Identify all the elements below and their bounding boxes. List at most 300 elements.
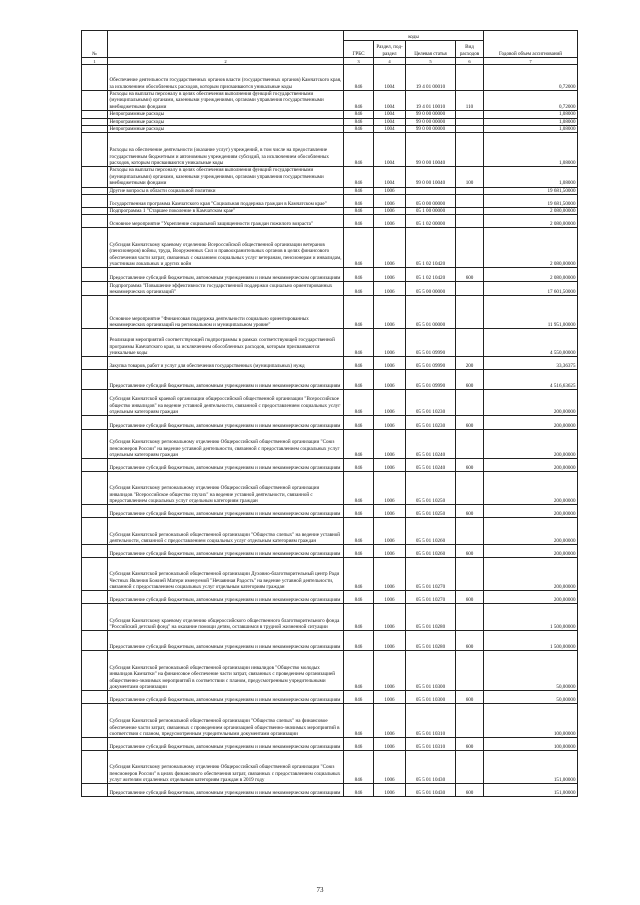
row-amount: 4 550,00000 (484, 329, 578, 357)
row-grbs: 846 (344, 691, 374, 704)
row-number (82, 545, 108, 558)
row-target: 05 5 01 09990 (406, 329, 456, 357)
table-row (82, 518, 578, 545)
row-name: Предоставление субсидий бюджетным, автономным учреждениям и иным некоммерческим организациям (108, 416, 344, 430)
row-grbs: 846 (344, 370, 374, 390)
table-row (82, 329, 578, 357)
row-razdel: 1004 (374, 126, 406, 133)
col-index: 3 (344, 58, 374, 65)
row-number (82, 329, 108, 357)
row-grbs: 846 (344, 751, 374, 784)
row-razdel: 1006 (374, 604, 406, 631)
row-number (82, 472, 108, 505)
row-razdel: 1006 (374, 370, 406, 390)
row-name: Подпрограмма "Повышение эффективности государственной поддержки социально ориентированных некоммерческих организаций" (108, 282, 344, 296)
row-razdel: 1006 (374, 215, 406, 228)
table-row (82, 738, 578, 751)
table-row (82, 370, 578, 390)
row-razdel: 1006 (374, 208, 406, 215)
row-amount: 100,00000 (484, 704, 578, 738)
row-vid (456, 704, 484, 738)
row-grbs: 846 (344, 738, 374, 751)
row-grbs: 846 (344, 268, 374, 282)
row-target: 99 0 00 10040 (406, 133, 456, 167)
row-amount: 50,00000 (484, 651, 578, 691)
row-grbs: 846 (344, 91, 374, 111)
row-grbs: 846 (344, 167, 374, 187)
row-number (82, 738, 108, 751)
row-target: 05 5 01 10280 (406, 604, 456, 631)
row-name: Реализация мероприятий соответствующей подпрограммы в рамках соответствующей государственной программы Камчатского края, за исключением обособленных расходов, которым присваиваются уникальные коды (108, 329, 344, 357)
col-target-header: Целевая статья (406, 41, 456, 58)
row-amount: 200,00000 (484, 545, 578, 558)
row-number (82, 751, 108, 784)
row-amount: 33,36375 (484, 357, 578, 370)
row-vid (456, 390, 484, 416)
row-target: 05 5 01 10240 (406, 459, 456, 472)
table-row (82, 751, 578, 784)
row-razdel: 1004 (374, 133, 406, 167)
row-vid: 100 (456, 167, 484, 187)
row-vid: 600 (456, 459, 484, 472)
row-amount: 200,00000 (484, 416, 578, 430)
row-vid (456, 195, 484, 208)
row-grbs: 846 (344, 111, 374, 118)
row-number (82, 65, 108, 91)
row-number (82, 215, 108, 228)
row-amount: 200,00000 (484, 518, 578, 545)
row-number (82, 390, 108, 416)
row-grbs: 846 (344, 195, 374, 208)
row-target: 05 5 01 10430 (406, 751, 456, 784)
table-row (82, 133, 578, 167)
row-vid (456, 430, 484, 459)
row-amount: 17 601,50000 (484, 282, 578, 296)
row-target: 05 5 00 00000 (406, 282, 456, 296)
row-target: 05 1 00 00000 (406, 208, 456, 215)
row-grbs: 846 (344, 416, 374, 430)
row-number (82, 357, 108, 370)
table-row (82, 111, 578, 118)
row-amount: 1,08000 (484, 118, 578, 125)
row-amount: 1,08000 (484, 167, 578, 187)
row-name: Основное мероприятие "Укрепление социальной защищенности граждан пожилого возраста" (108, 215, 344, 228)
row-razdel: 1006 (374, 296, 406, 329)
row-vid (456, 187, 484, 194)
row-vid: 600 (456, 691, 484, 704)
header-row-top (82, 31, 578, 41)
col-index: 4 (374, 58, 406, 65)
table-row (82, 228, 578, 268)
row-vid (456, 208, 484, 215)
row-target: 05 5 01 10250 (406, 472, 456, 505)
row-target: 99 0 00 00000 (406, 126, 456, 133)
col-grbs-header: ГРБС (344, 41, 374, 58)
row-grbs: 846 (344, 591, 374, 604)
row-name: Непрограммные расходы (108, 111, 344, 118)
row-vid: 600 (456, 545, 484, 558)
row-razdel: 1006 (374, 195, 406, 208)
row-razdel: 1006 (374, 472, 406, 505)
table-row (82, 704, 578, 738)
row-grbs: 846 (344, 187, 374, 194)
row-target: 05 5 01 10240 (406, 430, 456, 459)
row-vid (456, 111, 484, 118)
row-amount: 19 681,50000 (484, 195, 578, 208)
row-name: Предоставление субсидий бюджетным, автономным учреждениям и иным некоммерческим организациям (108, 784, 344, 797)
row-number (82, 430, 108, 459)
row-grbs: 846 (344, 329, 374, 357)
row-vid: 600 (456, 591, 484, 604)
row-name: Предоставление субсидий бюджетным, автономным учреждениям и иным некоммерческим организациям (108, 738, 344, 751)
row-target: 05 5 01 10430 (406, 784, 456, 797)
table-row (82, 545, 578, 558)
row-razdel: 1006 (374, 558, 406, 591)
row-name: Непрограммные расходы (108, 118, 344, 125)
row-name: Подпрограмма 1 "Старшее поколение в Камчатском крае" (108, 208, 344, 215)
table-row (82, 631, 578, 651)
row-grbs: 846 (344, 228, 374, 268)
row-name: Непрограммные расходы (108, 126, 344, 133)
row-number (82, 208, 108, 215)
col-no-header: № (82, 31, 108, 58)
row-target: 05 5 01 10300 (406, 691, 456, 704)
row-vid (456, 118, 484, 125)
row-vid: 600 (456, 505, 484, 518)
table-row (82, 691, 578, 704)
row-name: Основное мероприятие "Финансовая поддержка деятельности социально ориентированных некоммерческих организаций на региональном и муниципальном уровне" (108, 296, 344, 329)
row-amount: 1 500,00000 (484, 631, 578, 651)
table-row (82, 187, 578, 194)
row-razdel: 1004 (374, 65, 406, 91)
row-vid: 110 (456, 91, 484, 111)
row-amount: 19 681,50000 (484, 187, 578, 194)
row-razdel: 1006 (374, 631, 406, 651)
row-name: Обеспечение деятельности государственных органов власти (государственных органов) Камчатского края, за исключением обособленных расходов, которым присваиваются уникальные коды (108, 65, 344, 91)
row-vid (456, 604, 484, 631)
row-name: Субсидия Камчатскому региональному отделению Общероссийской общественной организации инвалидов "Всероссийское общество глухих" на ведение уставной деятельности, связанной с предоставлением социальных услуг отдельным категориям граждан (108, 472, 344, 505)
row-target: 99 0 00 00000 (406, 111, 456, 118)
row-target: 05 5 01 10310 (406, 704, 456, 738)
row-number (82, 416, 108, 430)
row-razdel: 1006 (374, 518, 406, 545)
row-vid (456, 472, 484, 505)
row-name: Предоставление субсидий бюджетным, автономным учреждениям и иным некоммерческим организациям (108, 370, 344, 390)
row-target: 05 5 01 00000 (406, 296, 456, 329)
row-amount: 200,00000 (484, 390, 578, 416)
row-grbs: 846 (344, 545, 374, 558)
table-row (82, 459, 578, 472)
row-target: 05 5 01 09990 (406, 357, 456, 370)
row-number (82, 126, 108, 133)
row-razdel: 1004 (374, 167, 406, 187)
table-row (82, 416, 578, 430)
row-number (82, 591, 108, 604)
row-name: Расходы на выплаты персоналу в целях обеспечения выполнения функций государственными (муниципальными) органами, казенными учреждениями, органами управления государственными внебюджетными фондами (108, 91, 344, 111)
row-target: 05 5 01 10260 (406, 518, 456, 545)
table-row (82, 167, 578, 187)
row-grbs: 846 (344, 208, 374, 215)
row-amount: 4 516,63625 (484, 370, 578, 390)
row-amount: 200,00000 (484, 558, 578, 591)
row-vid (456, 558, 484, 591)
row-target: 05 5 01 10270 (406, 591, 456, 604)
row-target: 05 1 02 10420 (406, 268, 456, 282)
table-row (82, 215, 578, 228)
page-number: 73 (316, 886, 324, 894)
row-target: 19 4 01 10010 (406, 91, 456, 111)
row-razdel: 1006 (374, 329, 406, 357)
row-name: Субсидия Камчатской региональной общественной организации "Общество слепых" на финансовое обеспечение части затрат, связанных с проведением организацией общественно-значимых мероприятий в соответствии с планом, предусмотренным учредительными документами организации (108, 704, 344, 738)
row-name: Расходы на выплаты персоналу в целях обеспечения выполнения функций государственными (муниципальными) органами, казенными учреждениями, органами управления государственными внебюджетными фондами (108, 167, 344, 187)
row-vid: 600 (456, 370, 484, 390)
row-number (82, 167, 108, 187)
row-name: Субсидия Камчатской региональной общественной организации "Общество слепых" на ведение уставной деятельности, связанной с предоставлением социальных услуг отдельным категориям граждан (108, 518, 344, 545)
row-grbs: 846 (344, 472, 374, 505)
row-number (82, 133, 108, 167)
row-number (82, 704, 108, 738)
row-vid: 600 (456, 784, 484, 797)
row-razdel: 1006 (374, 545, 406, 558)
table-row (82, 91, 578, 111)
table-row (82, 268, 578, 282)
row-target: 05 5 01 10230 (406, 416, 456, 430)
row-target: 99 0 00 10040 (406, 167, 456, 187)
column-index-row (82, 58, 578, 65)
table-row (82, 208, 578, 215)
row-target: 05 5 01 10270 (406, 558, 456, 591)
row-amount: 151,00000 (484, 784, 578, 797)
row-number (82, 505, 108, 518)
row-amount: 2 080,00000 (484, 208, 578, 215)
table-row (82, 390, 578, 416)
row-razdel: 1004 (374, 111, 406, 118)
row-grbs: 846 (344, 558, 374, 591)
row-grbs: 846 (344, 296, 374, 329)
table-row (82, 604, 578, 631)
row-vid (456, 228, 484, 268)
row-amount: 11 951,00000 (484, 296, 578, 329)
row-number (82, 604, 108, 631)
row-name: Предоставление субсидий бюджетным, автономным учреждениям и иным некоммерческим организациям (108, 631, 344, 651)
table-row (82, 65, 578, 91)
col-index: 7 (484, 58, 578, 65)
row-number (82, 631, 108, 651)
row-target: 05 5 01 10310 (406, 738, 456, 751)
row-grbs: 846 (344, 651, 374, 691)
row-target: 05 5 01 10260 (406, 545, 456, 558)
row-vid (456, 329, 484, 357)
table-row (82, 195, 578, 208)
row-razdel: 1006 (374, 357, 406, 370)
row-amount: 200,00000 (484, 591, 578, 604)
table-row (82, 118, 578, 125)
table-row (82, 282, 578, 296)
row-name: Субсидия Камчатской региональной общественной организации Духовно-благотворительный центр Ради Честных Явления Божией Матери именуемой "Нечаянная Радость" на ведение уставной деятельности, связанной с предоставлением социальных услуг отдельным категориям граждан (108, 558, 344, 591)
row-name: Закупка товаров, работ и услуг для обеспечения государственных (муниципальных) нужд (108, 357, 344, 370)
row-razdel: 1006 (374, 784, 406, 797)
row-razdel: 1006 (374, 416, 406, 430)
row-grbs: 846 (344, 118, 374, 125)
row-amount: 200,00000 (484, 459, 578, 472)
row-grbs: 846 (344, 357, 374, 370)
row-vid (456, 282, 484, 296)
row-number (82, 195, 108, 208)
row-amount: 1,08000 (484, 133, 578, 167)
row-grbs: 846 (344, 133, 374, 167)
row-amount: 2 080,00000 (484, 215, 578, 228)
row-vid: 600 (456, 738, 484, 751)
row-razdel: 1006 (374, 591, 406, 604)
row-number (82, 91, 108, 111)
row-grbs: 846 (344, 65, 374, 91)
row-amount: 200,00000 (484, 505, 578, 518)
row-grbs: 846 (344, 631, 374, 651)
row-amount: 1,08000 (484, 111, 578, 118)
row-target: 05 5 01 09990 (406, 370, 456, 390)
row-target: 05 1 02 10420 (406, 228, 456, 268)
row-vid (456, 126, 484, 133)
row-amount: 0,72000 (484, 65, 578, 91)
row-razdel: 1006 (374, 751, 406, 784)
row-name: Субсидия Камчатской краевой организации общероссийской общественной организации "Всероссийское общество инвалидов" на ведение уставной деятельности, связанной с предоставлением социальных услуг отдельным категориям граждан (108, 390, 344, 416)
row-vid (456, 751, 484, 784)
row-number (82, 111, 108, 118)
table-row (82, 472, 578, 505)
row-razdel: 1006 (374, 738, 406, 751)
row-amount: 200,00000 (484, 472, 578, 505)
row-name: Субсидия Камчатскому краевому отделению Всероссийской общественной организации ветеранов (пенсионеров) войны, труда, Вооруженных Сил и правоохранительных органов в целях финансового обеспечения части затрат, связанных с оказанием социальных услуг ветеранам, пенсионерам и инвалидам, участникам локальных и других войн (108, 228, 344, 268)
row-name: Расходы на обеспечение деятельности (оказание услуг) учреждений, в том числе на предоставление государственным бюджетным и автономным учреждениям субсидий, за исключением обособленных расходов, которым присваиваются уникальные коды (108, 133, 344, 167)
row-number (82, 228, 108, 268)
row-amount: 1 500,00000 (484, 604, 578, 631)
row-vid (456, 65, 484, 91)
col-vid-header: Вид расходов (456, 41, 484, 58)
table-body (82, 65, 578, 797)
row-number (82, 459, 108, 472)
row-amount: 151,00000 (484, 751, 578, 784)
row-grbs: 846 (344, 784, 374, 797)
row-razdel: 1006 (374, 704, 406, 738)
row-number (82, 558, 108, 591)
row-vid (456, 518, 484, 545)
col-name-header (108, 31, 344, 58)
row-razdel: 1006 (374, 282, 406, 296)
row-amount: 200,00000 (484, 430, 578, 459)
row-number (82, 691, 108, 704)
row-razdel: 1006 (374, 430, 406, 459)
row-vid: 600 (456, 416, 484, 430)
row-amount: 100,00000 (484, 738, 578, 751)
row-razdel: 1006 (374, 691, 406, 704)
row-razdel: 1004 (374, 118, 406, 125)
row-vid (456, 651, 484, 691)
row-name: Предоставление субсидий бюджетным, автономным учреждениям и иным некоммерческим организациям (108, 545, 344, 558)
row-name: Субсидия Камчатскому региональному отделению Общероссийской общественной организации "Союз пенсионеров России" на ведение уставной деятельности, связанной с предоставлением социальных услуг отдельным категориям граждан (108, 430, 344, 459)
table-row (82, 357, 578, 370)
row-vid: 600 (456, 268, 484, 282)
row-amount: 0,72000 (484, 91, 578, 111)
row-number (82, 187, 108, 194)
col-volume-header: Годовой объем ассигнований (484, 31, 578, 58)
row-amount: 1,08000 (484, 126, 578, 133)
row-razdel: 1006 (374, 390, 406, 416)
table-row (82, 430, 578, 459)
row-number (82, 370, 108, 390)
row-name: Предоставление субсидий бюджетным, автономным учреждениям и иным некоммерческим организациям (108, 691, 344, 704)
row-vid (456, 296, 484, 329)
row-number (82, 651, 108, 691)
row-target: 05 5 01 10280 (406, 631, 456, 651)
row-name: Субсидия Камчатскому краевому отделению общероссийского общественного благотворительного фонда "Российский детский фонд" на оказание помощи детям, оставшимся в трудной жизненной ситуации (108, 604, 344, 631)
row-name: Предоставление субсидий бюджетным, автономным учреждениям и иным некоммерческим организациям (108, 505, 344, 518)
row-number (82, 282, 108, 296)
row-razdel: 1006 (374, 651, 406, 691)
row-vid (456, 133, 484, 167)
table-row (82, 505, 578, 518)
row-grbs: 846 (344, 505, 374, 518)
row-grbs: 846 (344, 215, 374, 228)
row-grbs: 846 (344, 126, 374, 133)
row-name: Предоставление субсидий бюджетным, автономным учреждениям и иным некоммерческим организациям (108, 268, 344, 282)
row-vid: 600 (456, 631, 484, 651)
row-name: Другие вопросы в области социальной политики (108, 187, 344, 194)
row-target (406, 187, 456, 194)
row-grbs: 846 (344, 704, 374, 738)
row-razdel: 1006 (374, 228, 406, 268)
row-target: 05 0 00 00000 (406, 195, 456, 208)
row-amount: 2 080,00000 (484, 268, 578, 282)
table-row (82, 651, 578, 691)
budget-table (81, 30, 578, 797)
row-razdel: 1006 (374, 187, 406, 194)
col-index: 6 (456, 58, 484, 65)
table-row (82, 591, 578, 604)
row-number (82, 518, 108, 545)
row-grbs: 846 (344, 390, 374, 416)
row-target: 05 5 01 10300 (406, 651, 456, 691)
row-number (82, 296, 108, 329)
row-razdel: 1004 (374, 91, 406, 111)
row-grbs: 846 (344, 604, 374, 631)
row-target: 05 1 02 00000 (406, 215, 456, 228)
row-razdel: 1006 (374, 268, 406, 282)
row-razdel: 1006 (374, 459, 406, 472)
row-amount: 2 080,00000 (484, 228, 578, 268)
row-grbs: 846 (344, 430, 374, 459)
row-target: 05 5 01 10230 (406, 390, 456, 416)
row-number (82, 118, 108, 125)
row-name: Предоставление субсидий бюджетным, автономным учреждениям и иным некоммерческим организациям (108, 459, 344, 472)
col-razdel-header: Раздел, под-раздел (374, 41, 406, 58)
row-name: Предоставление субсидий бюджетным, автономным учреждениям и иным некоммерческим организациям (108, 591, 344, 604)
col-index: 5 (406, 58, 456, 65)
table-row (82, 784, 578, 797)
row-name: Государственная программа Камчатского края "Социальная поддержка граждан в Камчатском крае" (108, 195, 344, 208)
row-target: 05 5 01 10250 (406, 505, 456, 518)
row-grbs: 846 (344, 518, 374, 545)
table-row (82, 126, 578, 133)
row-number (82, 268, 108, 282)
row-name: Субсидия Камчатской региональной общественной организации инвалидов "Общество молодых инвалидов Камчатки" на финансовое обеспечение части затрат, связанных с проведением организацией общественно-значимых мероприятий в соответствии с планом, предусмотренным учредительными документами организации (108, 651, 344, 691)
row-amount: 50,00000 (484, 691, 578, 704)
row-target: 19 4 01 00010 (406, 65, 456, 91)
row-target: 99 0 00 00000 (406, 118, 456, 125)
row-vid (456, 215, 484, 228)
col-index: 1 (82, 58, 108, 65)
row-vid: 200 (456, 357, 484, 370)
codes-group-header: коды (344, 31, 484, 41)
